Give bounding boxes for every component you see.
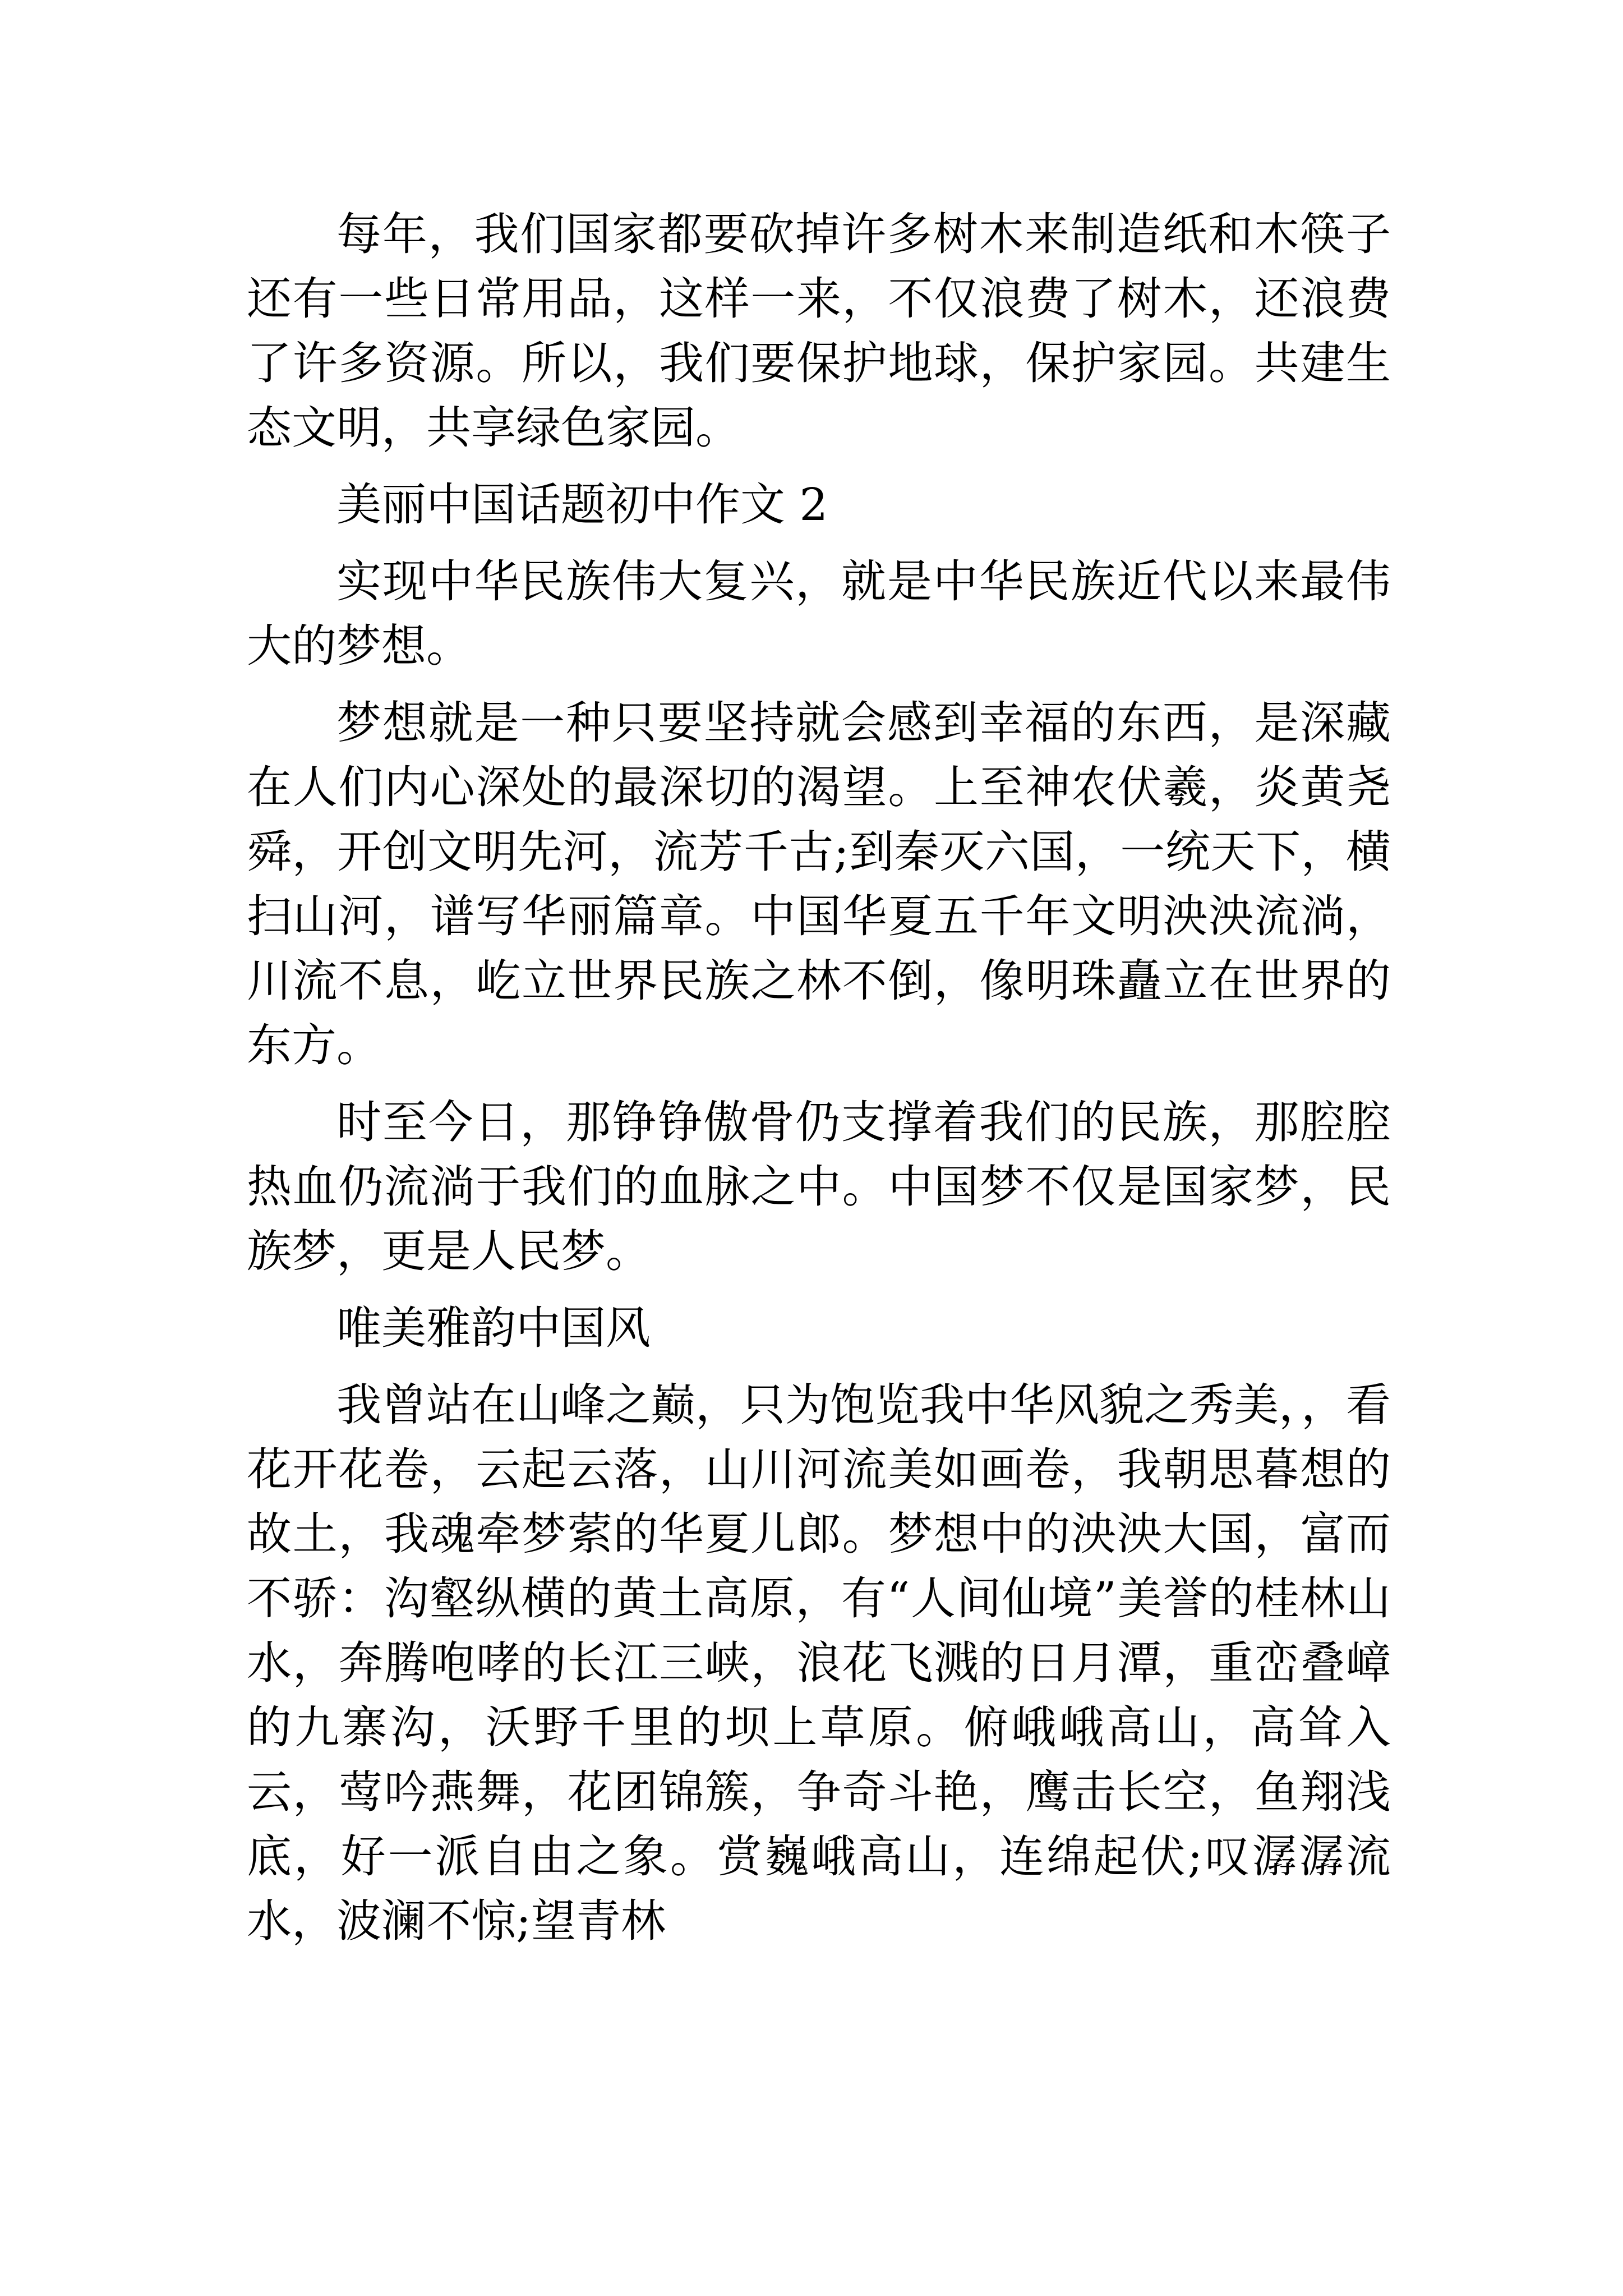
paragraph-revival: 实现中华民族伟大复兴，就是中华民族近代以来最伟大的梦想。 <box>247 555 1391 672</box>
paragraph-dream: 梦想就是一种只要坚持就会感到幸福的东西，是深藏在人们内心深处的最深切的渴望。上至神农伏羲，炎黄尧舜，开创文明先河，流芳千古;到秦灭六国，一统天下，横扫山河，谱写华丽篇章。中国华夏五千年文明泱泱流淌，川流不息，屹立世界民族之林不倒，像明珠矗立在世界的东方。 <box>247 697 1391 1071</box>
document-body <box>247 202 1391 1966</box>
paragraph-environment: 每年，我们国家都要砍掉许多树木来制造纸和木筷子还有一些日常用品，这样一来，不仅浪费了树木，还浪费了许多资源。所以，我们要保护地球，保护家园。共建生态文明，共享绿色家园。 <box>247 208 1391 454</box>
essay-title-2: 美丽中国话题初中作文 2 <box>336 478 828 531</box>
section-title-chinese-style: 唯美雅韵中国风 <box>336 1302 651 1354</box>
paragraph-landscape: 我曾站在山峰之巅，只为饱览我中华风貌之秀美，，看花开花卷，云起云落，山川河流美如画卷，我朝思暮想的故土，我魂牵梦萦的华夏儿郎。梦想中的泱泱大国，富而不骄：沟壑纵横的黄土高原，有“人间仙境”美誉的桂林山水，奔腾咆哮的长江三峡，浪花飞溅的日月潭，重峦叠嶂的九寨沟，沃野千里的坝上草原。俯峨峨高山，高耸入云，莺吟燕舞，花团锦簇，争奇斗艳，鹰击长空，鱼翔浅底，好一派自由之象。赏巍峨高山，连绵起伏;叹潺潺流水，波澜不惊;望青林 <box>247 1379 1391 1947</box>
paragraph-today: 时至今日，那铮铮傲骨仍支撑着我们的民族，那腔腔热血仍流淌于我们的血脉之中。中国梦不仅是国家梦，民族梦，更是人民梦。 <box>247 1096 1391 1277</box>
